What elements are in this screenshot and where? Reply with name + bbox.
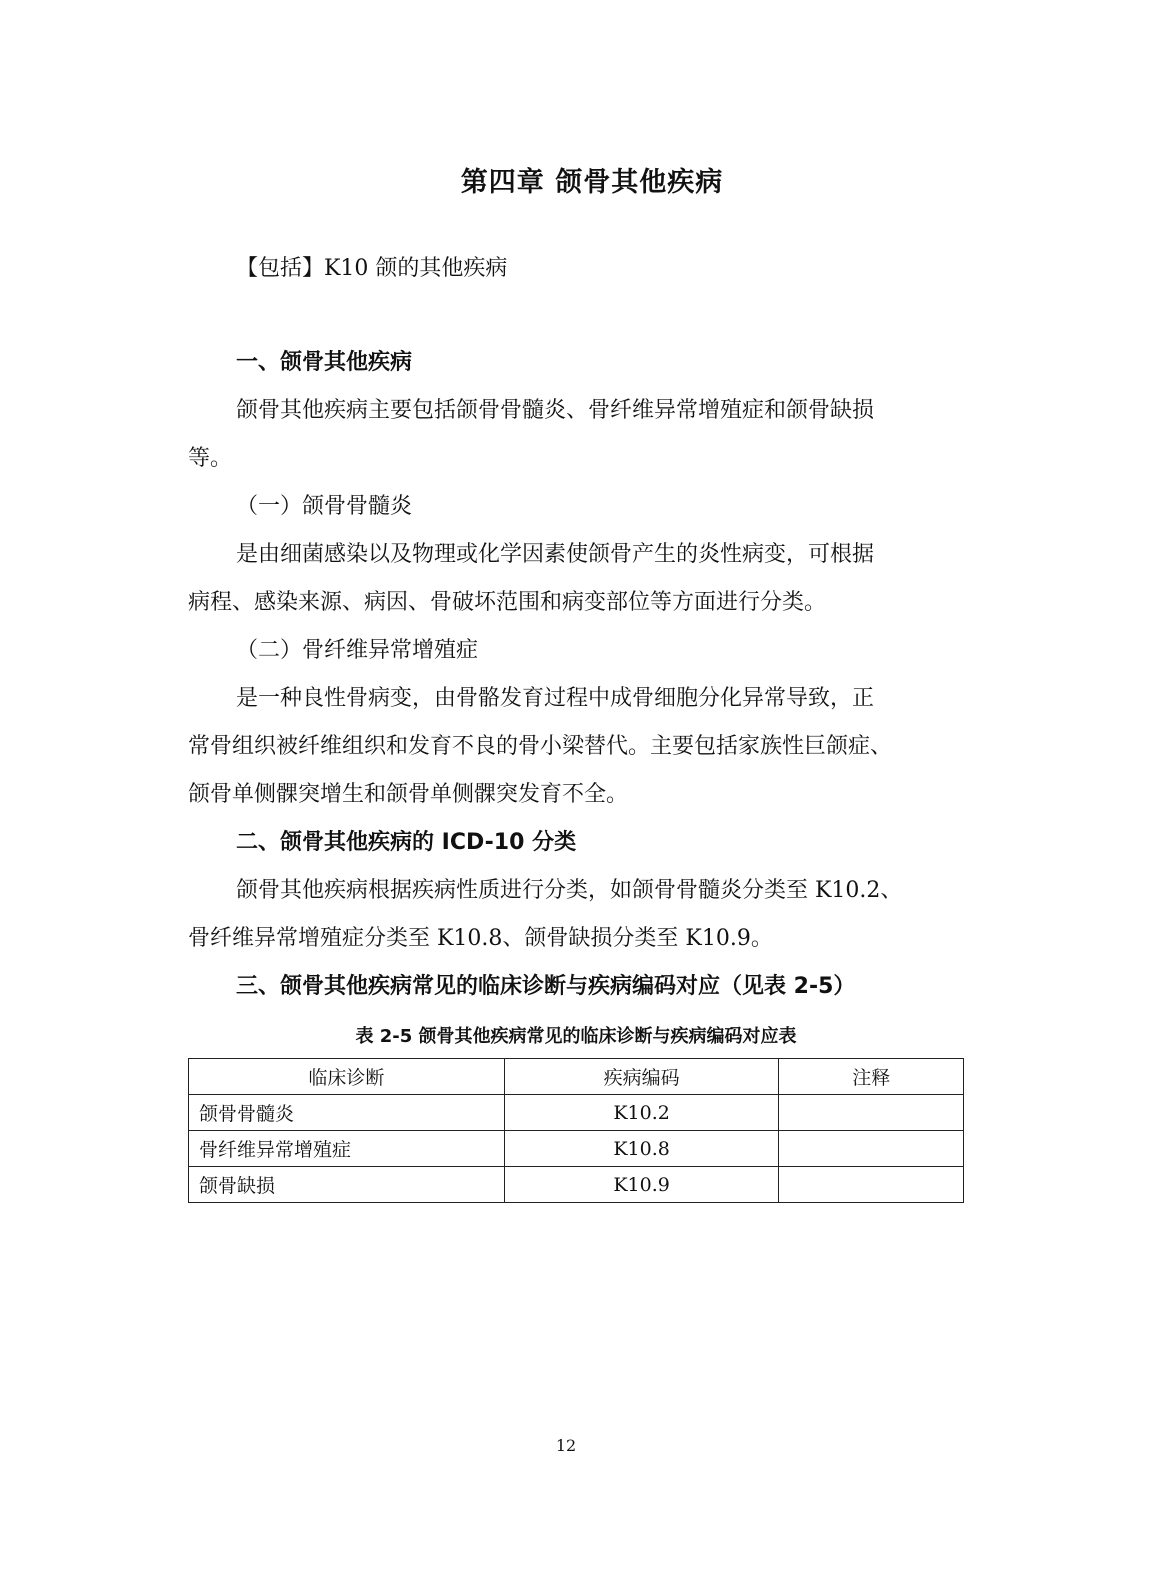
header-note: 注释 — [779, 1059, 964, 1095]
subsection-1-line-1: 是由细菌感染以及物理或化学因素使颌骨产生的炎性病变，可根据 — [236, 542, 875, 567]
cell-diagnosis: 颌骨骨髓炎 — [189, 1095, 505, 1131]
cell-diagnosis: 颌骨缺损 — [189, 1167, 505, 1203]
section-1-paragraph-line-1: 颌骨其他疾病主要包括颌骨骨髓炎、骨纤维异常增殖症和颌骨缺损 — [236, 398, 875, 423]
section-2-line-1: 颌骨其他疾病根据疾病性质进行分类，如颌骨骨髓炎分类至 K10.2、 — [236, 878, 903, 903]
table-row — [189, 1167, 964, 1203]
subsection-1-line-2: 病程、感染来源、病因、骨破坏范围和病变部位等方面进行分类。 — [188, 590, 827, 615]
page-number: 12 — [555, 1436, 577, 1455]
includes-line: 【包括】K10 颌的其他疾病 — [236, 256, 508, 281]
diagnosis-code-table — [188, 1058, 964, 1203]
subsection-2-line-1: 是一种良性骨病变，由骨骼发育过程中成骨细胞分化异常导致，正 — [236, 686, 875, 711]
header-diagnosis: 临床诊断 — [189, 1059, 505, 1095]
section-3-heading: 三、颌骨其他疾病常见的临床诊断与疾病编码对应（见表 2-5） — [236, 974, 856, 999]
section-2-line-2: 骨纤维异常增殖症分类至 K10.8、颌骨缺损分类至 K10.9。 — [188, 926, 773, 951]
cell-diagnosis: 骨纤维异常增殖症 — [189, 1131, 505, 1167]
table-row — [189, 1131, 964, 1167]
section-1-heading: 一、颌骨其他疾病 — [236, 350, 413, 375]
section-1-paragraph-line-2: 等。 — [188, 446, 233, 471]
table-header-row — [189, 1059, 964, 1095]
cell-code: K10.8 — [504, 1131, 779, 1167]
subsection-2-line-3: 颌骨单侧髁突增生和颌骨单侧髁突发育不全。 — [188, 782, 629, 807]
cell-code: K10.2 — [504, 1095, 779, 1131]
cell-note — [779, 1131, 964, 1167]
cell-note — [779, 1095, 964, 1131]
section-2-heading: 二、颌骨其他疾病的 ICD-10 分类 — [236, 830, 577, 855]
table-row — [189, 1095, 964, 1131]
cell-code: K10.9 — [504, 1167, 779, 1203]
header-code: 疾病编码 — [504, 1059, 779, 1095]
subsection-1-heading: （一）颌骨骨髓炎 — [236, 494, 413, 519]
cell-note — [779, 1167, 964, 1203]
subsection-2-line-2: 常骨组织被纤维组织和发育不良的骨小梁替代。主要包括家族性巨颌症、 — [188, 734, 893, 759]
table-caption: 表 2-5 颌骨其他疾病常见的临床诊断与疾病编码对应表 — [355, 1026, 797, 1047]
chapter-title: 第四章 颌骨其他疾病 — [460, 167, 724, 198]
subsection-2-heading: （二）骨纤维异常增殖症 — [236, 638, 479, 663]
